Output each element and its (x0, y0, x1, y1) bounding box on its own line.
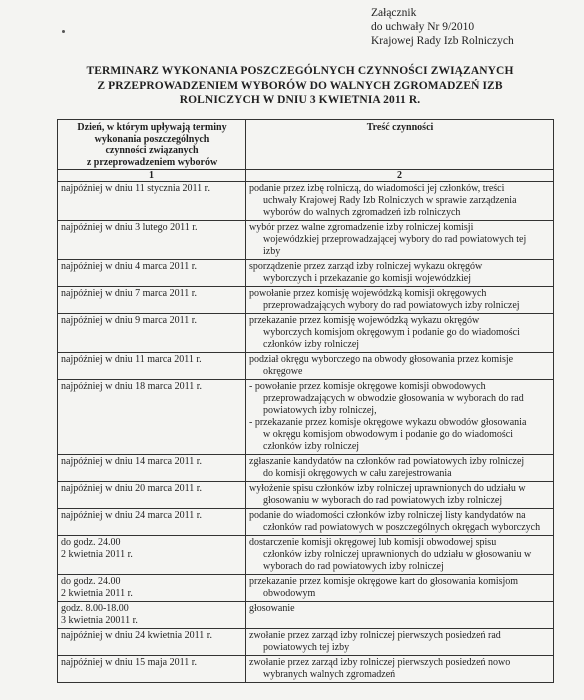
activity-text: uchwały Krajowej Rady Izb Rolniczych w sprawie zarządzenia (263, 195, 517, 206)
activity-text: podanie przez izbę rolniczą, do wiadomości jej członków, treści (249, 183, 505, 194)
activity-text: przekazanie przez komisje okręgowe kart do głosowania komisjom (249, 576, 519, 587)
deadline-text: do godz. 24.00 (61, 576, 121, 587)
title-line: Z PRZEPROWADZENIEM WYBORÓW DO WALNYCH ZGROMADZEŃ IZB (97, 79, 503, 92)
activity-cell (246, 182, 554, 221)
activity-text: podanie do wiadomości członków izby rolniczej listy kandydatów na (249, 510, 526, 521)
activity-text: - przekazanie przez komisje okręgowe wykazu obwodów głosowania (249, 417, 527, 428)
activity-text: powiatowych izby rolniczej, (263, 405, 377, 416)
attachment-note-line: Załącznik (371, 7, 417, 19)
activity-text: powiatowych tej izby (263, 642, 350, 653)
deadline-text: najpóźniej w dniu 4 marca 2011 r. (61, 261, 197, 272)
activity-text: przeprowadzających wybory do rad powiatowych izby rolniczej (263, 300, 520, 311)
deadline-text: najpóźniej w dniu 18 marca 2011 r. (61, 381, 202, 392)
deadline-text: najpóźniej w dniu 15 maja 2011 r. (61, 657, 197, 668)
activity-cell (246, 287, 554, 314)
activity-text: zwołanie przez zarząd izby rolniczej pierwszych posiedzeń rad (249, 630, 501, 641)
table-row (58, 221, 554, 260)
deadline-text: do godz. 24.00 (61, 537, 121, 548)
deadline-text: najpóźniej w dniu 14 marca 2011 r. (61, 456, 202, 467)
title-line: ROLNICZYCH W DNIU 3 KWIETNIA 2011 R. (179, 94, 421, 106)
activity-cell (246, 260, 554, 287)
table-row (58, 380, 554, 455)
activity-cell (246, 536, 554, 575)
table-row (58, 629, 554, 656)
schedule-rows (58, 182, 554, 683)
activity-cell (246, 656, 554, 683)
header-line: z przeprowadzeniem wyborów (86, 156, 218, 168)
deadline-cell (58, 287, 246, 314)
activity-text: okręgowe (263, 366, 303, 377)
document-title (60, 64, 540, 108)
table-row (58, 509, 554, 536)
deadline-cell (58, 260, 246, 287)
activity-text: wyborczych i przekazanie go komisji wojewódzkiej (263, 273, 471, 284)
activity-text: powołanie przez komisję wojewódzką komisji okręgowych (249, 288, 487, 299)
deadline-cell (58, 656, 246, 683)
header-line: czynności związanych (105, 145, 199, 156)
activity-cell (246, 221, 554, 260)
deadline-text: 3 kwietnia 20011 r. (61, 615, 138, 626)
activity-text: dostarczenie komisji okręgowej lub komisji obwodowej spisu (249, 537, 497, 548)
activity-text: wyborach do rad powiatowych izby rolniczej (263, 561, 444, 572)
activity-text: zgłaszanie kandydatów na członków rad powiatowych izby rolniczej (249, 456, 525, 467)
deadline-cell (58, 482, 246, 509)
table-row (58, 455, 554, 482)
attachment-note (371, 6, 514, 48)
activity-text: wyborczych komisjom okręgowym i podanie go do wiadomości (263, 327, 520, 338)
table-row (58, 353, 554, 380)
activity-text: przeprowadzających w obwodzie głosowania w wyborach do rad (263, 393, 524, 404)
activity-cell (246, 509, 554, 536)
activity-text: członków izby rolniczej (263, 339, 360, 350)
column-number: 1 (58, 170, 246, 182)
deadline-cell (58, 314, 246, 353)
activity-text: członków izby rolniczej (263, 441, 360, 452)
schedule-table (57, 119, 554, 683)
attachment-note-line: Krajowej Rady Izb Rolniczych (371, 35, 514, 47)
activity-text: przekazanie przez komisję wojewódzką wykazu okręgów (249, 315, 480, 326)
activity-text: sporządzenie przez zarząd izby rolniczej wykazu okręgów (249, 261, 483, 272)
deadline-cell (58, 575, 246, 602)
table-row (58, 575, 554, 602)
deadline-text: najpóźniej w dniu 24 marca 2011 r. (61, 510, 202, 521)
deadline-cell (58, 221, 246, 260)
activity-text: wyborów do walnych zgromadzeń izb rolniczych (263, 207, 461, 218)
activity-cell (246, 602, 554, 629)
deadline-text: najpóźniej w dniu 24 kwietnia 2011 r. (61, 630, 212, 641)
activity-cell (246, 482, 554, 509)
activity-cell (246, 314, 554, 353)
activity-text: obwodowym (263, 588, 316, 599)
deadline-cell (58, 353, 246, 380)
table-row (58, 260, 554, 287)
deadline-cell (58, 455, 246, 482)
deadline-text: najpóźniej w dniu 7 marca 2011 r. (61, 288, 197, 299)
deadline-text: najpóźniej w dniu 9 marca 2011 r. (61, 315, 197, 326)
table-row (58, 314, 554, 353)
table-row (58, 482, 554, 509)
deadline-cell (58, 182, 246, 221)
table-row (58, 287, 554, 314)
activity-text: podział okręgu wyborczego na obwody głosowania przez komisje (249, 354, 514, 365)
deadline-cell (58, 629, 246, 656)
deadline-text: godz. 8.00-18.00 (61, 603, 129, 614)
activity-text: - powołanie przez komisje okręgowe komisji obwodowych (249, 381, 486, 392)
table-row (58, 656, 554, 683)
activity-text: izby (263, 246, 281, 257)
scan-dot (62, 30, 65, 33)
table-row (58, 536, 554, 575)
activity-text: wybór przez walne zgromadzenie izby rolniczej komisji (249, 222, 474, 233)
activity-text: głosowanie (249, 603, 295, 614)
deadline-cell (58, 602, 246, 629)
activity-cell (246, 575, 554, 602)
activity-text: członków rad powiatowych w poszczególnych okręgach wyborczych (263, 522, 541, 533)
activity-text: głosowaniu w wyborach do rad powiatowych izby rolniczej (263, 495, 503, 506)
deadline-text: 2 kwietnia 2011 r. (61, 549, 133, 560)
activity-cell (246, 455, 554, 482)
activity-cell (246, 353, 554, 380)
deadline-text: najpóźniej w dniu 3 lutego 2011 r. (61, 222, 198, 233)
deadline-cell (58, 536, 246, 575)
table-row (58, 182, 554, 221)
deadline-text: najpóźniej w dniu 11 marca 2011 r. (61, 354, 202, 365)
deadline-cell (58, 380, 246, 455)
activity-text: wojewódzkiej przeprowadzającej wybory do rad powiatowych tej (263, 234, 527, 245)
activity-text: wyłożenie spisu członków izby rolniczej uprawnionych do udziału w (249, 483, 526, 494)
activity-text: członków izby rolniczej uprawnionych do udziału w głosowaniu w (263, 549, 532, 560)
activity-text: w okręgu komisjom obwodowym i podanie go do wiadomości (263, 429, 513, 440)
deadline-text: najpóźniej w dniu 11 stycznia 2011 r. (61, 183, 210, 194)
table-row (58, 602, 554, 629)
deadline-text: najpóźniej w dniu 20 marca 2011 r. (61, 483, 202, 494)
deadline-cell (58, 509, 246, 536)
table-header-row (58, 120, 554, 170)
column-number: 2 (246, 170, 554, 182)
header-line: wykonania poszczególnych (94, 133, 210, 145)
activity-text: zwołanie przez zarząd izby rolniczej pierwszych posiedzeń nowo (249, 657, 511, 668)
column-header-deadline (58, 120, 246, 170)
title-line: TERMINARZ WYKONANIA POSZCZEGÓLNYCH CZYNNOŚCI ZWIĄZANYCH (86, 65, 514, 77)
activity-text: wybranych walnych zgromadzeń (263, 669, 396, 680)
column-header-activity: Treść czynności (246, 120, 554, 170)
activity-cell (246, 629, 554, 656)
deadline-text: 2 kwietnia 2011 r. (61, 588, 133, 599)
activity-text: do komisji okręgowych w cału zarejestrowania (263, 468, 452, 479)
attachment-note-line: do uchwały Nr 9/2010 (371, 21, 475, 33)
column-number-row (58, 170, 554, 182)
header-line: Dzień, w którym upływają terminy (77, 122, 227, 133)
activity-cell (246, 380, 554, 455)
